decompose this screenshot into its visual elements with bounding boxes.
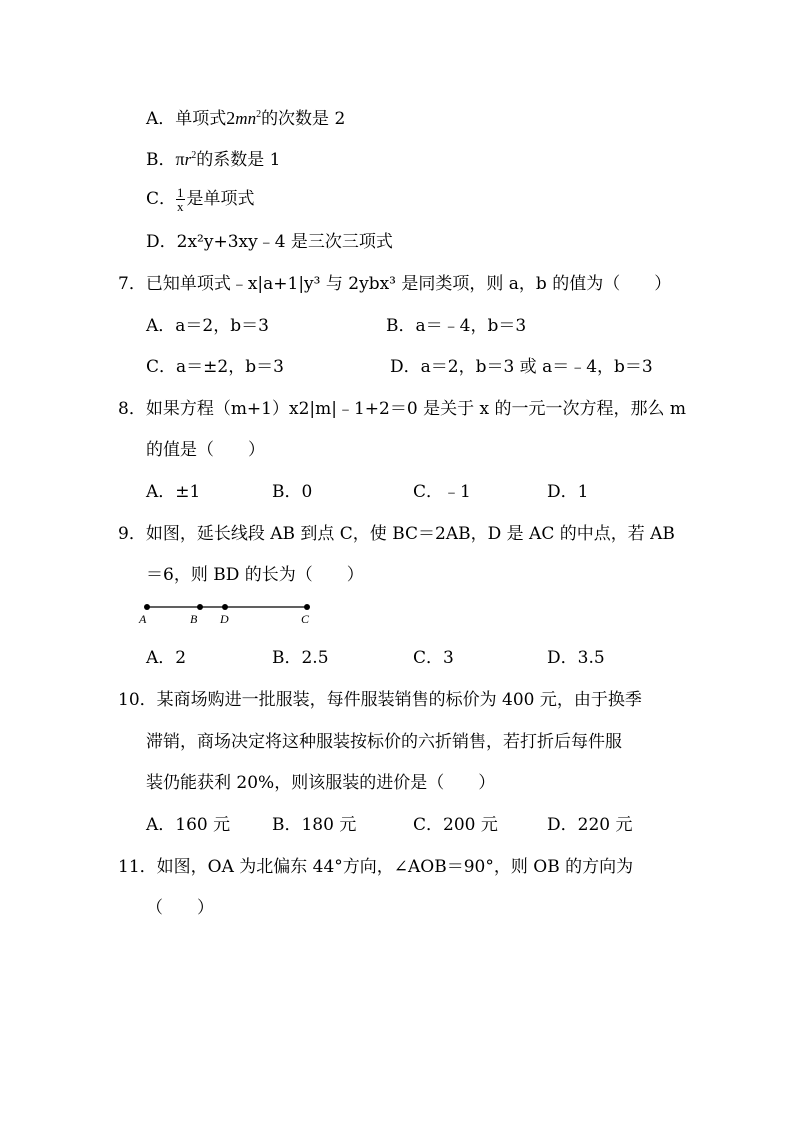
q10-stem-line3: 装仍能获利 20%，则该服装的进价是（ ）: [146, 773, 496, 793]
point-c: [304, 604, 310, 610]
fraction-one-over-x: $\frac{1}{x}$: [177, 185, 184, 214]
q11-stem-line2: （ ）: [146, 898, 214, 918]
point-b: [197, 604, 203, 610]
q9-option-d: D．3.5: [547, 648, 605, 668]
q8-stem-line2: 的值是（ ）: [146, 440, 265, 460]
q10-stem-line1: 10．某商场购进一批服装，每件服装销售的标价为 400 元，由于换季: [118, 690, 642, 710]
q7-option-b: B．a＝﹣4，b＝3: [386, 316, 527, 336]
q9-option-c: C．3: [413, 648, 454, 668]
q11-stem-line1: 11．如图，OA 为北偏东 44°方向，∠AOB＝90°，则 OB 的方向为: [118, 857, 634, 877]
q10-stem-line2: 滞销，商场决定将这种服装按标价的六折销售，若打折后每件服: [146, 732, 622, 752]
label-b: B: [190, 612, 198, 626]
q9-option-b: B．2.5: [272, 648, 329, 668]
q6-option-c: C． $\frac{1}{x}$ 是单项式: [146, 185, 255, 214]
q6-option-d: D．2x²y+3xy﹣4 是三次三项式: [146, 232, 393, 252]
q8-option-c: C．﹣1: [413, 482, 471, 502]
label-d: D: [220, 612, 229, 626]
q8-stem-line1: 8．如果方程（m+1）x2|m|﹣1+2＝0 是关于 x 的一元一次方程，那么 m: [118, 399, 686, 419]
q7-option-c: C．a＝±2，b＝3: [146, 357, 284, 377]
q7-option-d: D．a＝2，b＝3 或 a＝﹣4，b＝3: [390, 357, 653, 377]
segment-figure: [136, 598, 322, 628]
q7-stem: 7．已知单项式﹣x|a+1|y³ 与 2ybx³ 是同类项，则 a，b 的值为（ ）: [118, 274, 672, 294]
label-a: A: [139, 612, 147, 626]
label-c: C: [301, 612, 310, 626]
q10-option-c: C．200 元: [413, 815, 498, 835]
q10-option-d: D．220 元: [547, 815, 633, 835]
q7-option-a: A．a＝2，b＝3: [146, 316, 269, 336]
q10-option-b: B．180 元: [272, 815, 357, 835]
q8-option-b: B．0: [272, 482, 313, 502]
point-d: [222, 604, 228, 610]
q8-option-a: A．±1: [146, 482, 201, 502]
q10-option-a: A．160 元: [146, 815, 231, 835]
q8-option-d: D．1: [547, 482, 589, 502]
q6-option-a: A．单项式$2mn^2$的次数是 2: [146, 108, 346, 129]
q6-option-b: B．$\pi r^2$的系数是 1: [146, 149, 281, 170]
q9-stem-line2: ＝6，则 BD 的长为（ ）: [146, 565, 364, 585]
point-a: [144, 604, 150, 610]
q9-stem-line1: 9．如图，延长线段 AB 到点 C，使 BC＝2AB，D 是 AC 的中点，若 AB: [118, 524, 675, 544]
q9-option-a: A．2: [146, 648, 187, 668]
